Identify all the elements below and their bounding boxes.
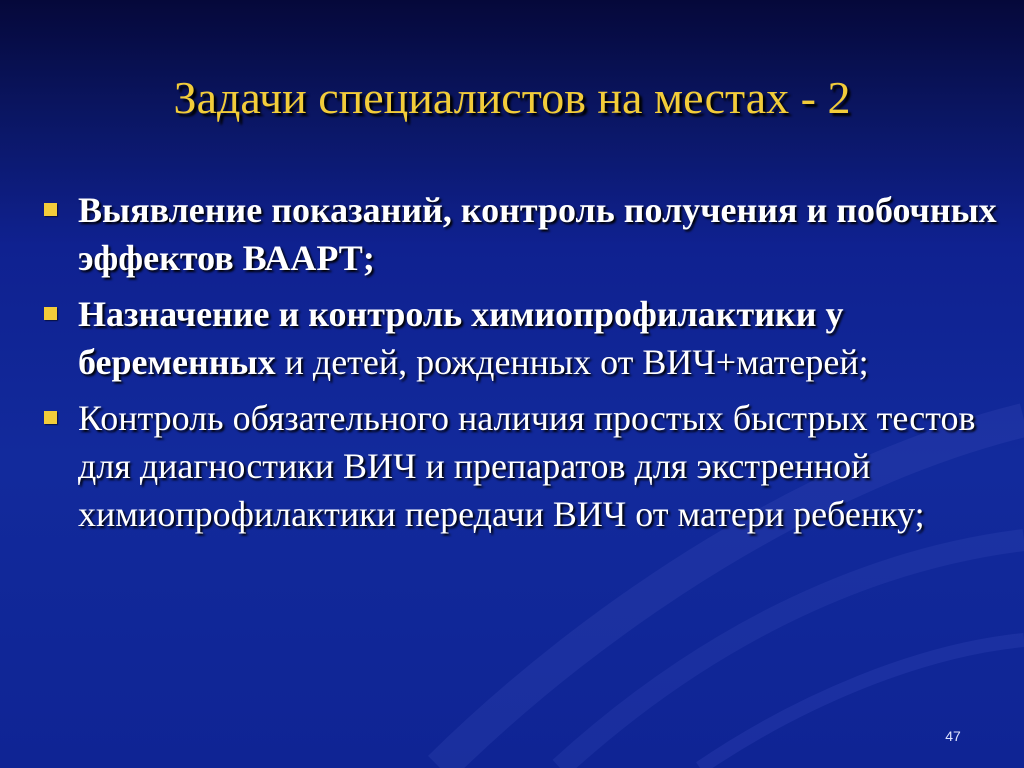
bullet-item xyxy=(40,290,1000,386)
bullet-text: Выявление показаний, контроль получения и побочных эффектов ВААРТ; xyxy=(78,190,997,278)
bullet-square-icon xyxy=(44,307,57,320)
bullet-square-icon xyxy=(44,203,57,216)
bullet-list xyxy=(40,186,1000,546)
page-number: 47 xyxy=(945,728,961,744)
bullet-item xyxy=(40,186,1000,282)
bullet-square-icon xyxy=(44,411,57,424)
slide-title: Задачи специалистов на местах - 2 xyxy=(173,72,851,123)
bullet-item xyxy=(40,394,1000,538)
bullet-bold-text: Назначение и контроль химиопрофилактики у беременных xyxy=(78,294,844,382)
bullet-text: и детей, рожденных от ВИЧ+матерей; xyxy=(275,342,869,382)
bullet-text: Контроль обязательного наличия простых быстрых тестов для диагностики ВИЧ и препаратов для экстренной химиопрофилактики передачи ВИЧ от матери ребенку; xyxy=(78,398,976,534)
